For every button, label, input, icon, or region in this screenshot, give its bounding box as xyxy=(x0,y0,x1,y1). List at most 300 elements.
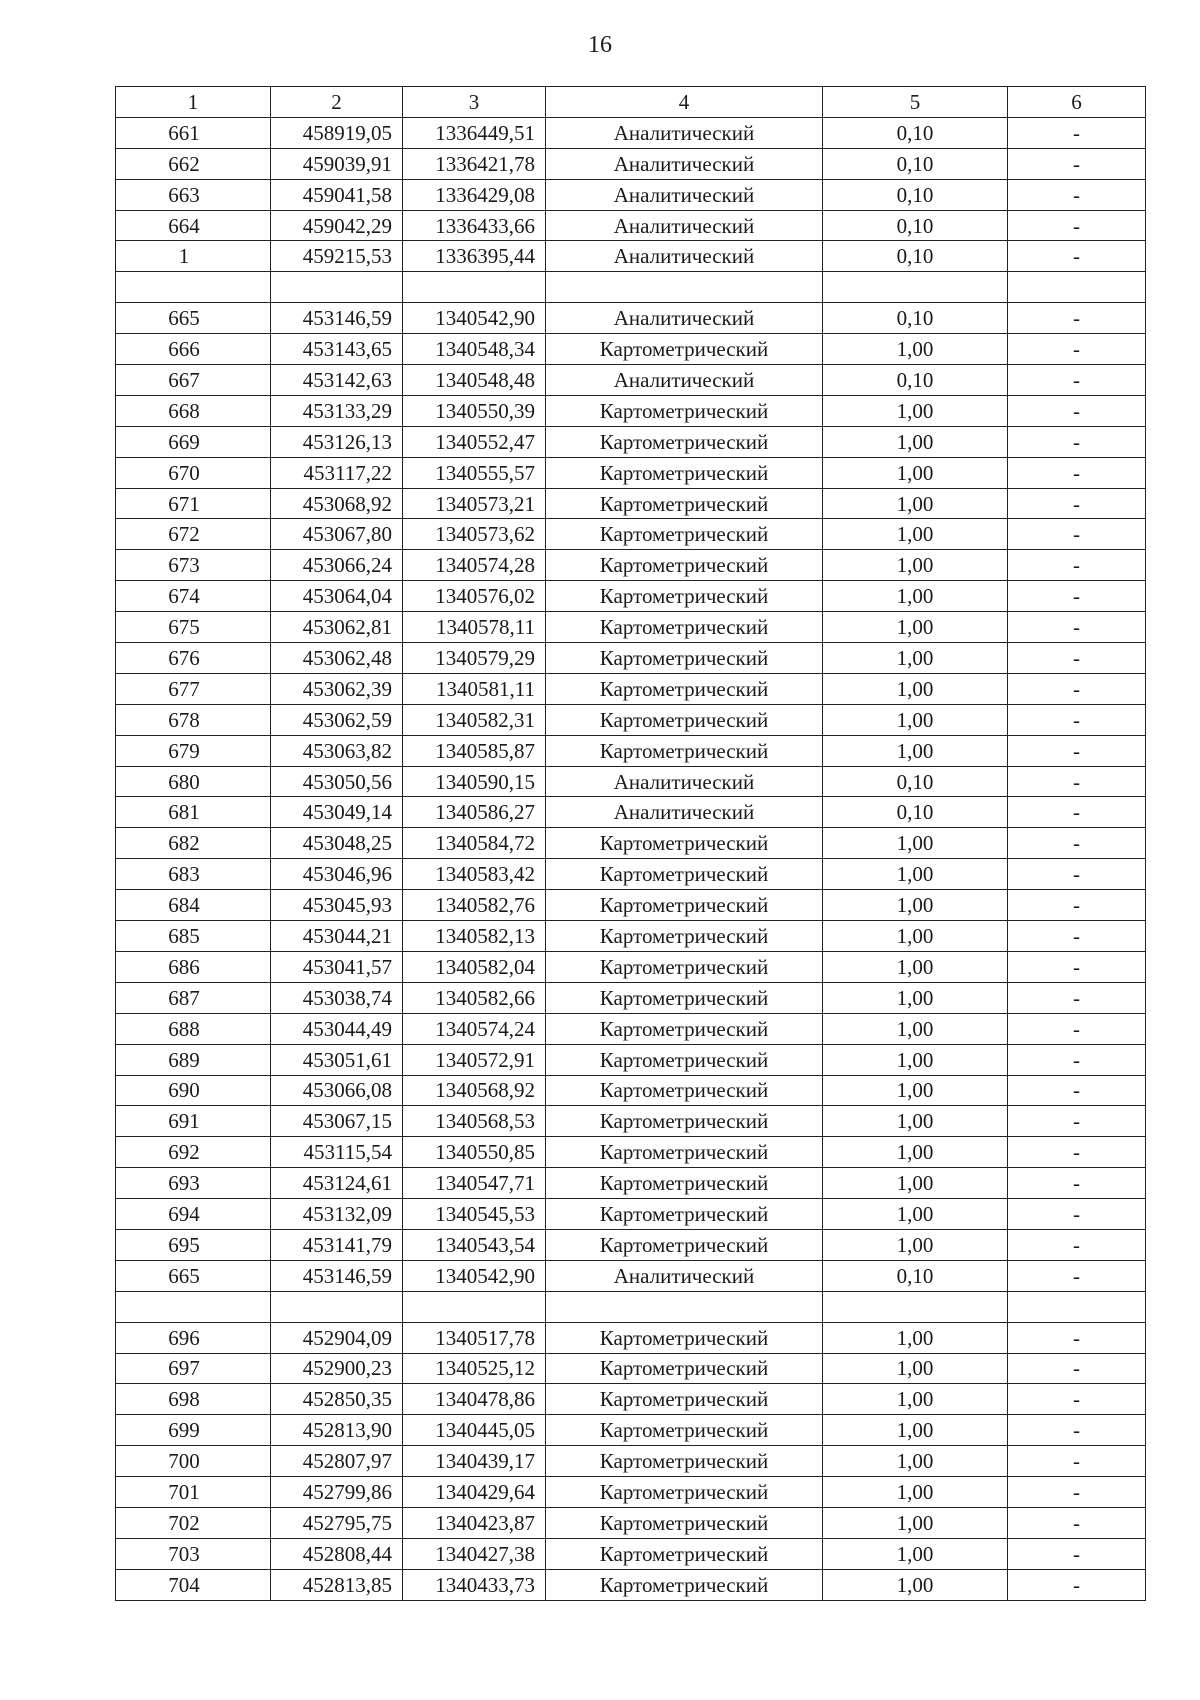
x-coordinate-cell: 452813,85 xyxy=(271,1569,403,1600)
y-coordinate-cell: 1340427,38 xyxy=(403,1538,546,1569)
coordinates-table xyxy=(115,86,1146,1601)
x-coordinate-cell: 452795,75 xyxy=(271,1507,403,1538)
point-number-cell: 663 xyxy=(116,179,271,210)
accuracy-cell: 1,00 xyxy=(823,1137,1008,1168)
accuracy-cell: 1,00 xyxy=(823,982,1008,1013)
note-cell: - xyxy=(1008,643,1146,674)
method-cell: Картометрический xyxy=(546,1013,823,1044)
note-cell: - xyxy=(1008,1538,1146,1569)
table-row xyxy=(116,1199,1146,1230)
method-cell: Аналитический xyxy=(546,179,823,210)
note-cell: - xyxy=(1008,1569,1146,1600)
accuracy-cell: 1,00 xyxy=(823,1106,1008,1137)
accuracy-cell: 1,00 xyxy=(823,488,1008,519)
method-cell: Картометрический xyxy=(546,1446,823,1477)
y-coordinate-cell: 1340548,48 xyxy=(403,365,546,396)
method-cell: Картометрический xyxy=(546,704,823,735)
table-row xyxy=(116,334,1146,365)
accuracy-cell: 1,00 xyxy=(823,612,1008,643)
table-row xyxy=(116,488,1146,519)
table-row xyxy=(116,673,1146,704)
accuracy-cell: 1,00 xyxy=(823,890,1008,921)
y-coordinate-cell: 1340576,02 xyxy=(403,581,546,612)
method-cell: Картометрический xyxy=(546,1229,823,1260)
accuracy-cell: 1,00 xyxy=(823,1044,1008,1075)
accuracy-cell: 1,00 xyxy=(823,1322,1008,1353)
accuracy-cell: 1,00 xyxy=(823,1229,1008,1260)
x-coordinate-cell: 453142,63 xyxy=(271,365,403,396)
note-cell: - xyxy=(1008,612,1146,643)
method-cell: Картометрический xyxy=(546,1106,823,1137)
x-coordinate-cell: 453067,80 xyxy=(271,519,403,550)
y-coordinate-cell: 1340585,87 xyxy=(403,735,546,766)
note-cell: - xyxy=(1008,1075,1146,1106)
point-number-cell: 677 xyxy=(116,673,271,704)
x-coordinate-cell: 452799,86 xyxy=(271,1477,403,1508)
y-coordinate-cell: 1340583,42 xyxy=(403,859,546,890)
y-coordinate-cell: 1340550,85 xyxy=(403,1137,546,1168)
note-cell: - xyxy=(1008,797,1146,828)
method-cell: Аналитический xyxy=(546,766,823,797)
y-coordinate-cell: 1340445,05 xyxy=(403,1415,546,1446)
x-coordinate-cell: 453062,59 xyxy=(271,704,403,735)
x-coordinate-cell: 453066,08 xyxy=(271,1075,403,1106)
point-number-cell: 695 xyxy=(116,1229,271,1260)
column-header: 2 xyxy=(271,87,403,118)
y-coordinate-cell: 1340582,13 xyxy=(403,921,546,952)
note-cell: - xyxy=(1008,241,1146,272)
x-coordinate-cell: 453143,65 xyxy=(271,334,403,365)
accuracy-cell: 0,10 xyxy=(823,241,1008,272)
note-cell: - xyxy=(1008,982,1146,1013)
y-coordinate-cell: 1336395,44 xyxy=(403,241,546,272)
table-row xyxy=(116,1353,1146,1384)
method-cell: Аналитический xyxy=(546,241,823,272)
method-cell: Аналитический xyxy=(546,1260,823,1291)
method-cell: Картометрический xyxy=(546,982,823,1013)
table-row xyxy=(116,581,1146,612)
x-coordinate-cell: 459041,58 xyxy=(271,179,403,210)
table-row xyxy=(116,612,1146,643)
accuracy-cell: 1,00 xyxy=(823,828,1008,859)
note-cell: - xyxy=(1008,1044,1146,1075)
point-number-cell: 671 xyxy=(116,488,271,519)
accuracy-cell: 1,00 xyxy=(823,457,1008,488)
x-coordinate-cell: 453044,21 xyxy=(271,921,403,952)
y-coordinate-cell: 1340525,12 xyxy=(403,1353,546,1384)
y-coordinate-cell: 1340543,54 xyxy=(403,1229,546,1260)
column-header: 5 xyxy=(823,87,1008,118)
method-cell: Картометрический xyxy=(546,735,823,766)
accuracy-cell: 1,00 xyxy=(823,395,1008,426)
y-coordinate-cell: 1340574,28 xyxy=(403,550,546,581)
table-row xyxy=(116,1415,1146,1446)
x-coordinate-cell: 453068,92 xyxy=(271,488,403,519)
y-coordinate-cell: 1340579,29 xyxy=(403,643,546,674)
x-coordinate-cell: 453126,13 xyxy=(271,426,403,457)
table-row xyxy=(116,1384,1146,1415)
note-cell: - xyxy=(1008,1507,1146,1538)
x-coordinate-cell: 458919,05 xyxy=(271,117,403,148)
accuracy-cell: 1,00 xyxy=(823,1507,1008,1538)
point-number-cell: 687 xyxy=(116,982,271,1013)
table-separator-row xyxy=(116,272,1146,303)
point-number-cell: 667 xyxy=(116,365,271,396)
accuracy-cell: 1,00 xyxy=(823,1538,1008,1569)
table-row xyxy=(116,704,1146,735)
point-number-cell: 670 xyxy=(116,457,271,488)
method-cell: Картометрический xyxy=(546,457,823,488)
note-cell: - xyxy=(1008,581,1146,612)
x-coordinate-cell: 453049,14 xyxy=(271,797,403,828)
note-cell: - xyxy=(1008,1137,1146,1168)
method-cell: Картометрический xyxy=(546,1044,823,1075)
method-cell: Картометрический xyxy=(546,550,823,581)
point-number-cell: 694 xyxy=(116,1199,271,1230)
point-number-cell: 690 xyxy=(116,1075,271,1106)
method-cell: Аналитический xyxy=(546,797,823,828)
x-coordinate-cell xyxy=(271,1291,403,1322)
method-cell: Картометрический xyxy=(546,334,823,365)
table-row xyxy=(116,303,1146,334)
method-cell: Картометрический xyxy=(546,1199,823,1230)
y-coordinate-cell: 1340590,15 xyxy=(403,766,546,797)
point-number-cell: 662 xyxy=(116,148,271,179)
note-cell: - xyxy=(1008,673,1146,704)
method-cell: Картометрический xyxy=(546,1477,823,1508)
table-row xyxy=(116,828,1146,859)
note-cell: - xyxy=(1008,488,1146,519)
y-coordinate-cell: 1340439,17 xyxy=(403,1446,546,1477)
y-coordinate-cell: 1340572,91 xyxy=(403,1044,546,1075)
table-row xyxy=(116,766,1146,797)
table-row xyxy=(116,426,1146,457)
point-number-cell: 678 xyxy=(116,704,271,735)
point-number-cell: 672 xyxy=(116,519,271,550)
point-number-cell: 679 xyxy=(116,735,271,766)
note-cell: - xyxy=(1008,951,1146,982)
y-coordinate-cell: 1336429,08 xyxy=(403,179,546,210)
table-row xyxy=(116,1229,1146,1260)
x-coordinate-cell: 453115,54 xyxy=(271,1137,403,1168)
x-coordinate-cell: 453063,82 xyxy=(271,735,403,766)
point-number-cell: 699 xyxy=(116,1415,271,1446)
table-header-row xyxy=(116,87,1146,118)
y-coordinate-cell xyxy=(403,1291,546,1322)
method-cell: Картометрический xyxy=(546,673,823,704)
point-number-cell: 682 xyxy=(116,828,271,859)
y-coordinate-cell: 1340568,92 xyxy=(403,1075,546,1106)
accuracy-cell: 1,00 xyxy=(823,951,1008,982)
x-coordinate-cell: 453146,59 xyxy=(271,1260,403,1291)
point-number-cell: 680 xyxy=(116,766,271,797)
y-coordinate-cell: 1340478,86 xyxy=(403,1384,546,1415)
table-row xyxy=(116,1507,1146,1538)
table-row xyxy=(116,179,1146,210)
y-coordinate-cell: 1340586,27 xyxy=(403,797,546,828)
y-coordinate-cell: 1340582,76 xyxy=(403,890,546,921)
x-coordinate-cell: 452850,35 xyxy=(271,1384,403,1415)
method-cell: Картометрический xyxy=(546,1415,823,1446)
accuracy-cell: 1,00 xyxy=(823,735,1008,766)
table-row xyxy=(116,210,1146,241)
method-cell: Картометрический xyxy=(546,1322,823,1353)
table-row xyxy=(116,1168,1146,1199)
y-coordinate-cell: 1340433,73 xyxy=(403,1569,546,1600)
y-coordinate-cell: 1340548,34 xyxy=(403,334,546,365)
y-coordinate-cell xyxy=(403,272,546,303)
table-row xyxy=(116,395,1146,426)
x-coordinate-cell: 459042,29 xyxy=(271,210,403,241)
table-row xyxy=(116,1106,1146,1137)
x-coordinate-cell: 453146,59 xyxy=(271,303,403,334)
page-number: 16 xyxy=(588,32,612,58)
accuracy-cell: 0,10 xyxy=(823,117,1008,148)
x-coordinate-cell: 452813,90 xyxy=(271,1415,403,1446)
note-cell: - xyxy=(1008,859,1146,890)
x-coordinate-cell: 453133,29 xyxy=(271,395,403,426)
method-cell: Картометрический xyxy=(546,426,823,457)
point-number-cell: 668 xyxy=(116,395,271,426)
point-number-cell: 701 xyxy=(116,1477,271,1508)
accuracy-cell: 1,00 xyxy=(823,1446,1008,1477)
method-cell: Аналитический xyxy=(546,117,823,148)
accuracy-cell: 1,00 xyxy=(823,1013,1008,1044)
table-row xyxy=(116,1075,1146,1106)
method-cell: Картометрический xyxy=(546,1384,823,1415)
column-header: 3 xyxy=(403,87,546,118)
note-cell: - xyxy=(1008,395,1146,426)
note-cell: - xyxy=(1008,1322,1146,1353)
accuracy-cell: 1,00 xyxy=(823,859,1008,890)
accuracy-cell: 0,10 xyxy=(823,365,1008,396)
accuracy-cell: 1,00 xyxy=(823,643,1008,674)
method-cell: Картометрический xyxy=(546,1538,823,1569)
note-cell: - xyxy=(1008,210,1146,241)
method-cell: Аналитический xyxy=(546,365,823,396)
y-coordinate-cell: 1340542,90 xyxy=(403,1260,546,1291)
point-number-cell: 674 xyxy=(116,581,271,612)
point-number-cell: 697 xyxy=(116,1353,271,1384)
method-cell: Картометрический xyxy=(546,890,823,921)
accuracy-cell: 1,00 xyxy=(823,1477,1008,1508)
table-row xyxy=(116,951,1146,982)
accuracy-cell: 0,10 xyxy=(823,797,1008,828)
column-header: 4 xyxy=(546,87,823,118)
table-row xyxy=(116,1044,1146,1075)
method-cell: Картометрический xyxy=(546,1168,823,1199)
table-row xyxy=(116,1477,1146,1508)
table-row xyxy=(116,365,1146,396)
y-coordinate-cell: 1340423,87 xyxy=(403,1507,546,1538)
column-header: 6 xyxy=(1008,87,1146,118)
point-number-cell: 676 xyxy=(116,643,271,674)
method-cell: Аналитический xyxy=(546,148,823,179)
note-cell: - xyxy=(1008,1446,1146,1477)
note-cell xyxy=(1008,272,1146,303)
table-row xyxy=(116,1260,1146,1291)
note-cell: - xyxy=(1008,148,1146,179)
x-coordinate-cell: 453062,39 xyxy=(271,673,403,704)
note-cell: - xyxy=(1008,1477,1146,1508)
accuracy-cell: 1,00 xyxy=(823,704,1008,735)
point-number-cell: 684 xyxy=(116,890,271,921)
accuracy-cell: 0,10 xyxy=(823,303,1008,334)
note-cell: - xyxy=(1008,735,1146,766)
method-cell: Картометрический xyxy=(546,519,823,550)
y-coordinate-cell: 1340582,31 xyxy=(403,704,546,735)
x-coordinate-cell: 459039,91 xyxy=(271,148,403,179)
method-cell: Картометрический xyxy=(546,828,823,859)
point-number-cell: 666 xyxy=(116,334,271,365)
method-cell: Картометрический xyxy=(546,395,823,426)
x-coordinate-cell: 453117,22 xyxy=(271,457,403,488)
y-coordinate-cell: 1340555,57 xyxy=(403,457,546,488)
accuracy-cell: 0,10 xyxy=(823,179,1008,210)
note-cell: - xyxy=(1008,704,1146,735)
method-cell: Аналитический xyxy=(546,210,823,241)
table-row xyxy=(116,1137,1146,1168)
note-cell: - xyxy=(1008,117,1146,148)
point-number-cell: 698 xyxy=(116,1384,271,1415)
accuracy-cell: 1,00 xyxy=(823,1384,1008,1415)
method-cell: Картометрический xyxy=(546,488,823,519)
y-coordinate-cell: 1340547,71 xyxy=(403,1168,546,1199)
point-number-cell: 702 xyxy=(116,1507,271,1538)
method-cell: Картометрический xyxy=(546,951,823,982)
x-coordinate-cell: 452904,09 xyxy=(271,1322,403,1353)
table-row xyxy=(116,982,1146,1013)
point-number-cell: 661 xyxy=(116,117,271,148)
x-coordinate-cell: 453064,04 xyxy=(271,581,403,612)
accuracy-cell: 1,00 xyxy=(823,1075,1008,1106)
y-coordinate-cell: 1340568,53 xyxy=(403,1106,546,1137)
table-row xyxy=(116,241,1146,272)
table-row xyxy=(116,148,1146,179)
method-cell xyxy=(546,1291,823,1322)
accuracy-cell: 0,10 xyxy=(823,148,1008,179)
method-cell: Картометрический xyxy=(546,921,823,952)
table-row xyxy=(116,550,1146,581)
point-number-cell: 692 xyxy=(116,1137,271,1168)
note-cell xyxy=(1008,1291,1146,1322)
x-coordinate-cell: 452807,97 xyxy=(271,1446,403,1477)
note-cell: - xyxy=(1008,1229,1146,1260)
x-coordinate-cell: 453067,15 xyxy=(271,1106,403,1137)
x-coordinate-cell: 453050,56 xyxy=(271,766,403,797)
y-coordinate-cell: 1340552,47 xyxy=(403,426,546,457)
accuracy-cell: 1,00 xyxy=(823,1199,1008,1230)
point-number-cell: 686 xyxy=(116,951,271,982)
x-coordinate-cell: 453044,49 xyxy=(271,1013,403,1044)
accuracy-cell: 1,00 xyxy=(823,581,1008,612)
point-number-cell: 693 xyxy=(116,1168,271,1199)
point-number-cell: 700 xyxy=(116,1446,271,1477)
point-number-cell: 691 xyxy=(116,1106,271,1137)
accuracy-cell: 1,00 xyxy=(823,426,1008,457)
table-row xyxy=(116,117,1146,148)
accuracy-cell: 1,00 xyxy=(823,1415,1008,1446)
accuracy-cell: 1,00 xyxy=(823,519,1008,550)
note-cell: - xyxy=(1008,921,1146,952)
accuracy-cell: 1,00 xyxy=(823,334,1008,365)
point-number-cell: 704 xyxy=(116,1569,271,1600)
point-number-cell: 669 xyxy=(116,426,271,457)
point-number-cell: 685 xyxy=(116,921,271,952)
note-cell: - xyxy=(1008,890,1146,921)
table-row xyxy=(116,643,1146,674)
x-coordinate-cell: 459215,53 xyxy=(271,241,403,272)
note-cell: - xyxy=(1008,519,1146,550)
note-cell: - xyxy=(1008,457,1146,488)
point-number-cell: 665 xyxy=(116,1260,271,1291)
table-row xyxy=(116,1569,1146,1600)
accuracy-cell xyxy=(823,272,1008,303)
point-number-cell: 665 xyxy=(116,303,271,334)
point-number-cell: 673 xyxy=(116,550,271,581)
point-number-cell: 664 xyxy=(116,210,271,241)
point-number-cell: 696 xyxy=(116,1322,271,1353)
table-row xyxy=(116,457,1146,488)
x-coordinate-cell: 453041,57 xyxy=(271,951,403,982)
x-coordinate-cell: 453038,74 xyxy=(271,982,403,1013)
x-coordinate-cell: 452900,23 xyxy=(271,1353,403,1384)
y-coordinate-cell: 1340550,39 xyxy=(403,395,546,426)
note-cell: - xyxy=(1008,1415,1146,1446)
accuracy-cell: 1,00 xyxy=(823,921,1008,952)
note-cell: - xyxy=(1008,303,1146,334)
note-cell: - xyxy=(1008,1384,1146,1415)
accuracy-cell: 0,10 xyxy=(823,1260,1008,1291)
point-number-cell: 681 xyxy=(116,797,271,828)
accuracy-cell xyxy=(823,1291,1008,1322)
method-cell: Картометрический xyxy=(546,1507,823,1538)
y-coordinate-cell: 1340582,04 xyxy=(403,951,546,982)
table-row xyxy=(116,859,1146,890)
x-coordinate-cell: 453046,96 xyxy=(271,859,403,890)
x-coordinate-cell: 452808,44 xyxy=(271,1538,403,1569)
accuracy-cell: 1,00 xyxy=(823,1569,1008,1600)
y-coordinate-cell: 1340574,24 xyxy=(403,1013,546,1044)
y-coordinate-cell: 1340573,21 xyxy=(403,488,546,519)
y-coordinate-cell: 1340578,11 xyxy=(403,612,546,643)
point-number-cell: 703 xyxy=(116,1538,271,1569)
table-row xyxy=(116,519,1146,550)
table-row xyxy=(116,890,1146,921)
x-coordinate-cell: 453062,48 xyxy=(271,643,403,674)
note-cell: - xyxy=(1008,1106,1146,1137)
method-cell: Картометрический xyxy=(546,643,823,674)
accuracy-cell: 0,10 xyxy=(823,766,1008,797)
x-coordinate-cell: 453048,25 xyxy=(271,828,403,859)
point-number-cell: 689 xyxy=(116,1044,271,1075)
table-row xyxy=(116,921,1146,952)
note-cell: - xyxy=(1008,766,1146,797)
accuracy-cell: 0,10 xyxy=(823,210,1008,241)
table-row xyxy=(116,735,1146,766)
point-number-cell xyxy=(116,272,271,303)
note-cell: - xyxy=(1008,1199,1146,1230)
point-number-cell: 675 xyxy=(116,612,271,643)
note-cell: - xyxy=(1008,1168,1146,1199)
point-number-cell: 1 xyxy=(116,241,271,272)
x-coordinate-cell: 453124,61 xyxy=(271,1168,403,1199)
note-cell: - xyxy=(1008,426,1146,457)
table-row xyxy=(116,797,1146,828)
method-cell: Картометрический xyxy=(546,612,823,643)
y-coordinate-cell: 1336449,51 xyxy=(403,117,546,148)
note-cell: - xyxy=(1008,334,1146,365)
